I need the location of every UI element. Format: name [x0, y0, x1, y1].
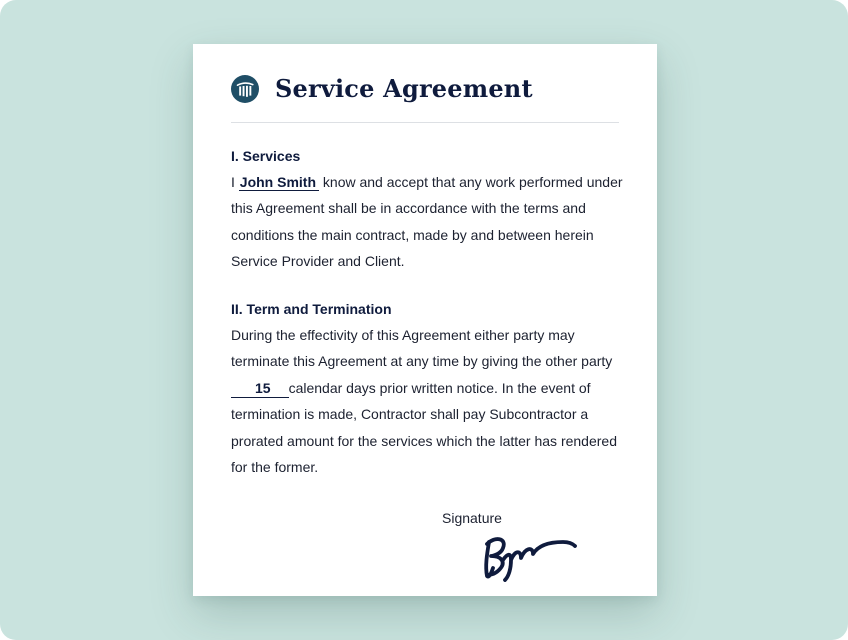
name-field[interactable]: John Smith [239, 174, 319, 191]
body-text-after: calendar days prior written notice. In the event of termination is made, Contractor shall pay Subcontractor a prorated amount for the services which the latter has rendered for the former. [231, 379, 617, 476]
section-heading: II. Term and Termination [231, 301, 392, 317]
handwritten-signature-icon[interactable] [481, 534, 581, 582]
section-heading: I. Services [231, 148, 301, 164]
body-prefix: I [231, 174, 235, 190]
section-body [231, 169, 626, 275]
signature-label: Signature [442, 510, 502, 526]
header-divider [231, 122, 619, 123]
columns-logo-icon [231, 75, 259, 103]
body-text-before: During the effectivity of this Agreement either party may terminate this Agreement at any time by giving the other party [231, 327, 613, 370]
document-header [231, 74, 533, 103]
document-page [193, 44, 657, 596]
document-title: Service Agreement [275, 74, 533, 103]
section-body [231, 322, 626, 480]
section-services [231, 148, 626, 275]
body-text: know and accept that any work performed under this Agreement shall be in accordance with the terms and conditions the main contract, made by and between herein Service Provider and Client. [231, 174, 623, 270]
days-field[interactable]: 15 [231, 379, 289, 398]
section-term-termination [231, 301, 626, 480]
